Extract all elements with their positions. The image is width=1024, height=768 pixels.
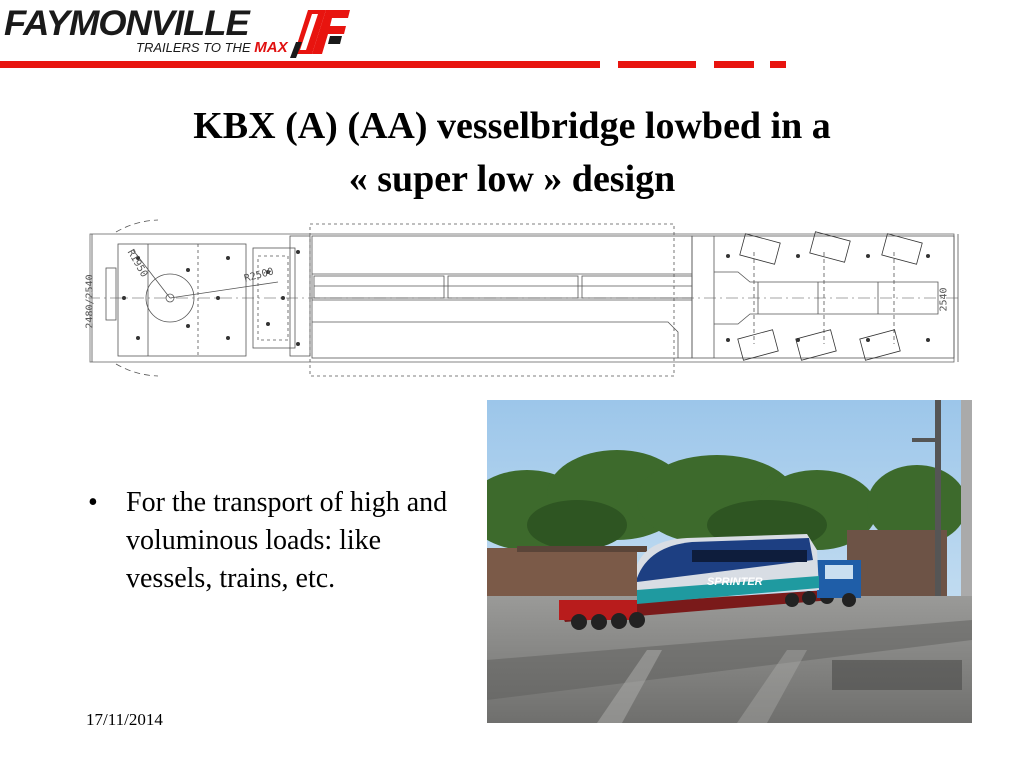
- dim-radius-rear: R2500: [243, 266, 276, 285]
- logo-tagline: [136, 39, 288, 56]
- faymonville-logo: [4, 2, 354, 62]
- faymonville-f-mark-icon: [286, 2, 356, 58]
- header-rule-dash: [618, 61, 696, 68]
- bullet-list: [84, 484, 474, 598]
- lowbed-technical-drawing: [78, 212, 966, 382]
- bullet-item: • For the transport of high and voluminous loads: like vessels, trains, etc.: [84, 484, 474, 598]
- photo-train-transport-icon: [487, 400, 972, 723]
- header-rule-dash: [714, 61, 754, 68]
- dim-radius-front: R1950: [124, 247, 150, 280]
- logo-tagline-text: TRAILERS TO THE: [136, 40, 251, 55]
- dim-left-width: 2480/2540: [84, 274, 96, 329]
- slide-title: [60, 100, 964, 206]
- dim-right-width: 2540: [938, 287, 950, 312]
- header-rule-dash: [770, 61, 786, 68]
- header-rule: [0, 61, 600, 68]
- logo-tagline-max: MAX: [254, 39, 288, 56]
- photo-train-label: SPRINTER: [707, 576, 763, 588]
- slide-title-line-2: « super low » design: [348, 158, 676, 200]
- logo-wordmark: FAYMONVILLE: [4, 4, 249, 43]
- slide-title-line-1: KBX (A) (AA) vesselbridge lowbed in a: [193, 105, 831, 147]
- footer-date: 17/11/2014: [86, 710, 163, 729]
